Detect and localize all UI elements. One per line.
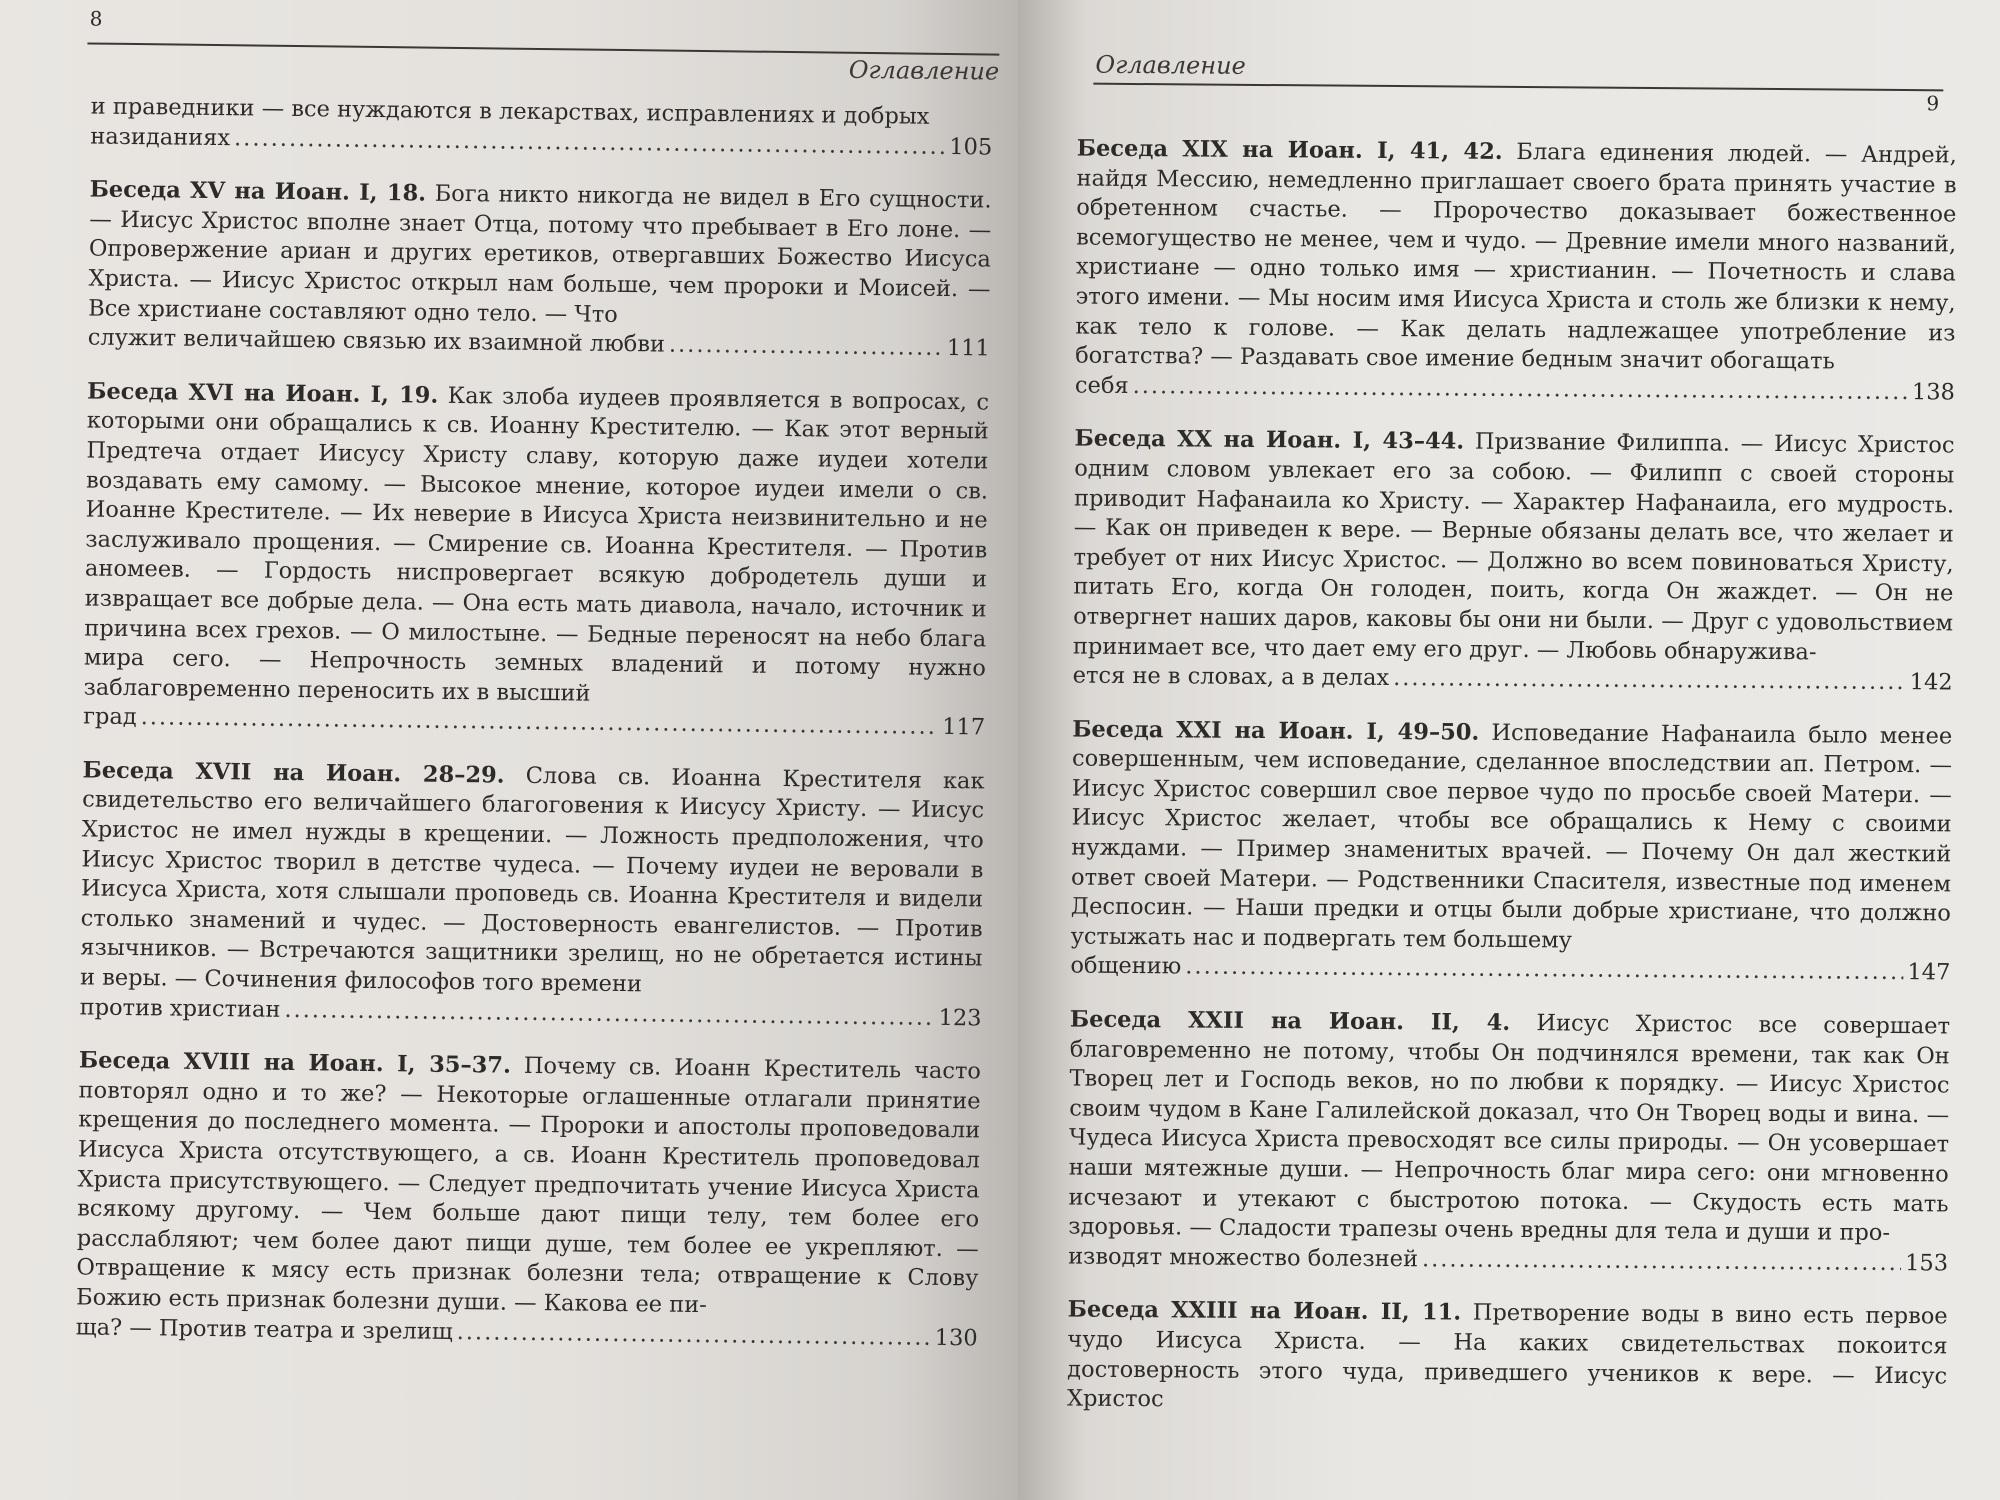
entry-title: Беседа XIX на Иоан. I, 41, 42. [1076,135,1503,165]
entry-body: Исповедание Нафанаила было менее совершенным, чем исповедание, сделанное впоследствии ап. Петром. — Иисус Христос совершил свое первое чудо по просьбе своей Матери. — Иисус Христос желает, чтобы все обращались к Нему с своими нуждами. — Пример знаменитых врачей. — Почему Он дал жесткий ответ своей Матери. — Родственники Спасителя, известные под именем Деспосин. — Наши предки и отцы были добрые христиане, что должно устыжать нас и подвергать тем большему [1070,719,1953,954]
entry-title: Беседа XVIII на Иоан. I, 35–37. [78,1047,512,1079]
entry-leader-line [79,993,981,1034]
header-rule [1093,83,1943,92]
entry-body: Почему св. Иоанн Креститель часто повторял одно и то же? — Некоторые оглашенные отлагали принятие крещения до последнего момента. — Пророки и апостолы проповедовали Иисуса Христа отсутствующего, а св. Иоанн Креститель проповедовал Христа присутствующего. — Следует предпочитать учение Иисуса Христа всякому другому. — Чем больше дают пищи телу, тем более его расслабляют; чем более дают пищи душе, тем более ее укрепляют. — Отвращение к мясу есть признак болезни тела; отвращение к Слову Божию есть признак болезни души. — Какова ее пи- [75,1052,982,1319]
running-head: Оглавление [848,55,1000,86]
dot-leader [1185,953,1903,988]
toc-entry [1067,1296,1948,1421]
entry-title: Беседа XXII на Иоан. II, 4. [1069,1006,1511,1037]
entry-body: и праведники — все нуждаются в лекарствах, исправлениях и добрых [90,93,930,130]
toc-entry [1075,135,1957,408]
entry-page-number: 105 [949,133,993,161]
header-rule [87,42,999,55]
entry-tail: ется не в словах, а в делах [1072,662,1390,692]
running-head: Оглавление [1095,50,1246,80]
entry-page-number: 147 [1907,959,1951,986]
entry-tail: против христиан [79,994,281,1023]
entry-leader-line [1073,662,1953,699]
entry-title: Беседа XVI на Иоан. I, 19. [87,378,439,409]
toc-entry [83,377,989,743]
entry-leader-line [1075,371,1955,408]
entry-tail: назиданиях [90,123,231,151]
entry-body: Призвание Филиппа. — Иисус Христос одним словом увлекает его за собою. — Филипп с своей стороны приводит Нафанаила ко Христу. — Характер Нафанаила, его мудрость. — Как он приведен к вере. — Верные обязаны делать все, что желает и требует от них Иисус Христос. — Должно во всем повиноваться Христу, питать Его, когда Он голоден, поить, когда Он жаждет. — Он не отвергнет наших даров, каковы бы они ни были. — Друг с удовольствием принимает все, что дает ему его друг. — Любовь обнаружива- [1072,428,1955,665]
entry-tail: изводят множество болезней [1068,1243,1419,1273]
entry-page-number: 142 [1909,669,1953,696]
toc-entry [90,92,993,162]
entry-leader-line [88,324,990,365]
dot-leader [457,1318,931,1353]
toc-entry [1068,1006,1950,1279]
entry-page-number: 130 [934,1324,978,1351]
entry-title: Беседа XX на Иоан. I, 43–44. [1074,425,1465,455]
entry-page-number: 111 [946,335,990,362]
entry-tail: ща? — Против театра и зрелищ [75,1313,453,1345]
dot-leader [140,703,938,742]
dot-leader [1393,664,1906,698]
entry-title: Беседа XXI на Иоан. I, 49–50. [1072,716,1480,746]
entry-tail: град [83,703,137,731]
entry-title: Беседа XV на Иоан. I, 18. [89,176,427,207]
toc-entry [88,176,992,365]
entry-body: Как злоба иудеев проявляется в вопросах, с которыми они обращались к св. Иоанну Крестителю. — Как этот верный Предтеча отдает Иисусу Христу славу, которую даже иудеи хотели воздавать ему самому. — Высокое мнение, которое иудеи имели о св. Иоанне Крестителе. — Их неверие в Иисуса Христа неизвинительно и не заслуживало прощения. — Смирение св. Иоанна Крестителя. — Против аномеев. — Гордость ниспровергает всякую добродетель души и извращает все добрые дела. — Она есть мать диавола, начало, источник и причина всех грехов. — О милостыне. — Бедные переносят на небо блага мира сего. — Непрочность земных владений и потому нужно заблаговременно переносить их в высший [83,382,990,707]
dot-leader [669,331,943,364]
entry-body: Блага единения людей. — Андрей, найдя Мессию, немедленно приглашает своего брата принять участие в обретенном счастье. — Пророчество доказывает божественное всемогущество не менее, чем и чудо. — Древние имели много названий, христиане — одно только имя — христианин. — Почетность и слава этого имени. — Мы носим имя Иисуса Христа и столь же близки к нему, как тело к голове. — Как делать надлежащее употребление из богатства? — Раздавать свое имение бедным значит обогащать [1075,138,1957,375]
table-of-contents [75,92,992,1377]
entry-body: Слова св. Иоанна Крестителя как свидетельство его величайшего благоговения к Иисусу Христу. — Иисус Христос не имел нужды в крещении. — Ложность предположения, что Иисус Христос творил в детстве чудеса. — Почему иудеи не веровали в Иисуса Христа, хотя слышали проповедь св. Иоанна Крестителя и видели столько знамений и чудес. — Достоверность евангелистов. — Против язычников. — Встречаются защитники зрелищ, но не обретается истины и веры. — Сочинения философов того времени [79,762,985,998]
dot-leader [1133,372,1909,408]
page-number: 9 [1926,91,1940,116]
dot-leader [1422,1245,1901,1278]
entry-leader-line [1068,1242,1948,1279]
entry-tail: общению [1070,952,1182,980]
table-of-contents [1067,135,1957,1446]
entry-tail: себя [1074,372,1129,399]
page-number: 8 [89,6,103,31]
dot-leader [284,996,935,1034]
entry-leader-line [1070,952,1950,989]
toc-entry [1070,715,1952,988]
entry-title: Беседа XVII на Иоан. 28–29. [82,757,505,789]
toc-entry [1073,425,1955,698]
entry-body: Претворение воды в вино есть первое чудо Иисуса Христа. — На каких свидетельствах покоится достоверность этого чуда, приведшего учеников к вере. — Иисус Христос [1066,1299,1948,1413]
dot-leader [234,124,946,162]
left-page-content [74,0,1000,1500]
entry-body: Иисус Христос все совершает благовременно не потому, чтобы Он подчинялся времени, так как Он Творец лет и Господь веков, но по любви к порядку. — Иисус Христос своим чудом в Кане Галилейской доказал, что Он Творец воды и вина. — Чудеса Иисуса Христа превосходят все силы природы. — Он усовершает наши мятежные души. — Непрочность благ мира сего: они мгновенно исчезают и утекают с быстротою потока. — Скудость есть мать здоровья. — Сладости трапезы очень вредны для тела и души и про- [1068,1010,1951,1247]
right-page-content [1066,0,1958,1500]
entry-title: Беседа XXIII на Иоан. II, 11. [1067,1296,1462,1326]
entry-page-number: 138 [1911,378,1956,406]
entry-page-number: 153 [1905,1249,1949,1277]
toc-entry [76,1047,982,1354]
right-page [1018,0,2000,1500]
entry-page-number: 123 [938,1004,982,1032]
toc-entry [79,756,984,1033]
entry-leader-line [76,1313,978,1354]
entry-body: Бога никто никогда не видел в Его сущности. — Иисус Христос вполне знает Отца, потому что пребывает в Его лоне. — Опровержение ариан и других еретиков, отвергавших Божество Иисуса Христа. — Иисус Христос открыл нам больше, чем пророки и Моисей. — Все христиане составляют одно тело. — Что [88,180,992,328]
entry-page-number: 117 [942,714,986,741]
entry-tail: служит величайшею связью их взаимной любви [87,324,666,358]
entry-leader-line [83,703,985,744]
